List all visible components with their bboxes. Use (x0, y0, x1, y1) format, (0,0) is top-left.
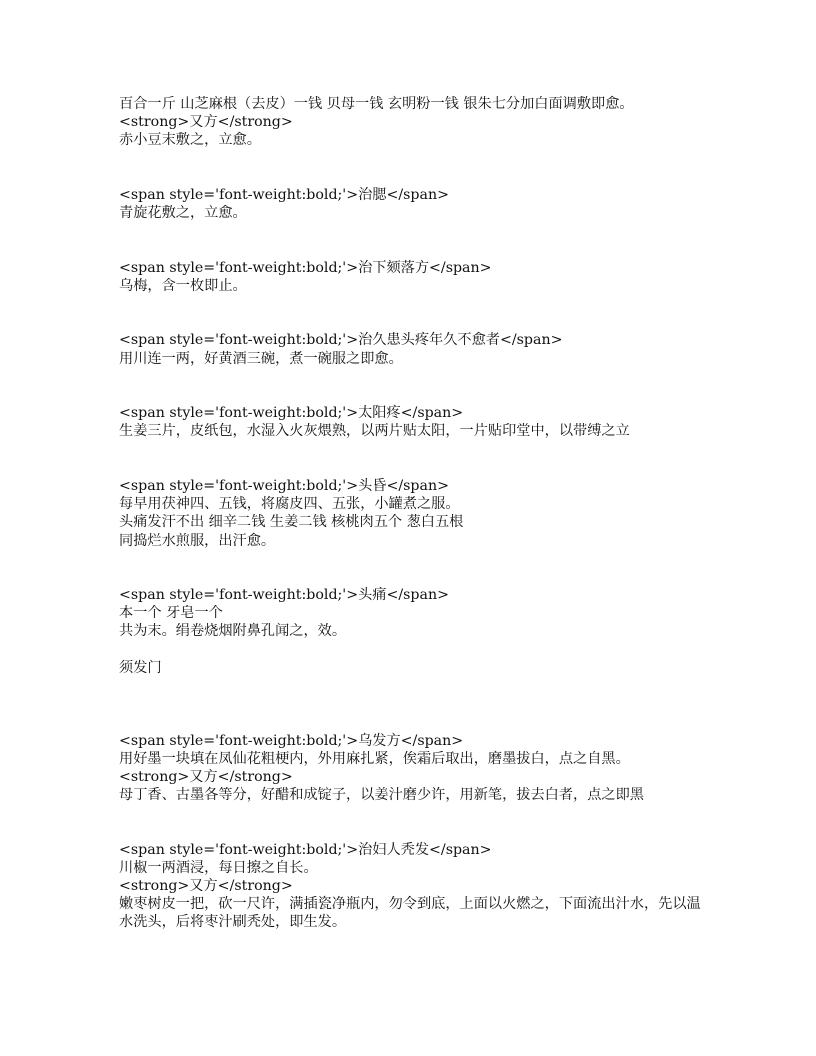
text-line: 共为末。绢卷烧烟附鼻孔闻之，效。 (119, 623, 347, 640)
text-line: 生姜三片，皮纸包，水湿入火灰煨熟，以两片贴太阳，一片贴印堂中，以带缚之立 (119, 423, 630, 440)
text-line: <span style='font-weight:bold;'>头痛</span> (119, 587, 449, 604)
text-line: 百合一斤 山芝麻根（去皮）一钱 贝母一钱 玄明粉一钱 银朱七分加白面调敷即愈。 (119, 96, 634, 112)
blank-line (119, 695, 739, 713)
text-line: <span style='font-weight:bold;'>治妇人秃发</span> (119, 841, 492, 858)
text-line: 嫩枣树皮一把，砍一尺许，满插瓷净瓶内，勿令到底，上面以火燃之，下面流出汁水，先以温 (119, 896, 701, 913)
text-line: <strong>又方</strong> (119, 114, 293, 131)
text-line: 每早用茯神四、五钱，将腐皮四、五张，小罐煮之服。 (119, 496, 460, 513)
text-line: <strong>又方</strong> (119, 878, 293, 895)
text-line: <span style='font-weight:bold;'>乌发方</span> (119, 732, 464, 749)
blank-line (119, 550, 739, 568)
blank-line (119, 459, 739, 477)
blank-line (119, 150, 739, 168)
text-line: 青旋花敷之，立愈。 (119, 205, 247, 222)
text-line: <span style='font-weight:bold;'>治久患头疼年久不愈者</span> (119, 332, 563, 349)
text-line: 水洗头，后将枣汁刷秃处，即生发。 (119, 914, 347, 931)
text-line: 川椒一两酒浸，每日擦之自长。 (119, 859, 318, 876)
blank-line (119, 713, 739, 731)
document-page (119, 95, 739, 932)
text-line: <span style='font-weight:bold;'>治下颏落方</span> (119, 259, 492, 276)
text-line: 母丁香、古墨各等分，好醋和成锭子，以姜汁磨少许，用新笔，拔去白者，点之即黑 (119, 787, 644, 804)
text-line: 同捣烂水煎服，出汗愈。 (119, 532, 276, 549)
blank-line (119, 804, 739, 822)
text-line: 乌梅，含一枚即止。 (119, 277, 247, 294)
blank-line (119, 386, 739, 404)
blank-line (119, 677, 739, 695)
blank-line (119, 295, 739, 313)
text-line: 头痛发汗不出 细辛二钱 生姜二钱 核桃肉五个 葱白五根 (119, 514, 464, 531)
text-line: <span style='font-weight:bold;'>太阳疼</span> (119, 405, 464, 422)
blank-line (119, 368, 739, 386)
text-line: <strong>又方</strong> (119, 768, 293, 785)
text-line: 赤小豆末敷之，立愈。 (119, 132, 261, 149)
blank-line (119, 641, 739, 659)
blank-line (119, 168, 739, 186)
text-line: 本一个 牙皂一个 (119, 605, 223, 622)
text-line: 用好墨一块填在凤仙花粗梗内，外用麻扎紧，俟霜后取出，磨墨拔白，点之自黑。 (119, 750, 630, 767)
blank-line (119, 823, 739, 841)
blank-line (119, 241, 739, 259)
text-line: <span style='font-weight:bold;'>头昏</span> (119, 477, 449, 494)
blank-line (119, 441, 739, 459)
text-line: 须发门 (119, 659, 162, 676)
text-line: 用川连一两，好黄酒三碗，煮一碗服之即愈。 (119, 350, 403, 367)
blank-line (119, 568, 739, 586)
blank-line (119, 313, 739, 331)
blank-line (119, 222, 739, 240)
text-line: <span style='font-weight:bold;'>治腮</span> (119, 186, 449, 203)
